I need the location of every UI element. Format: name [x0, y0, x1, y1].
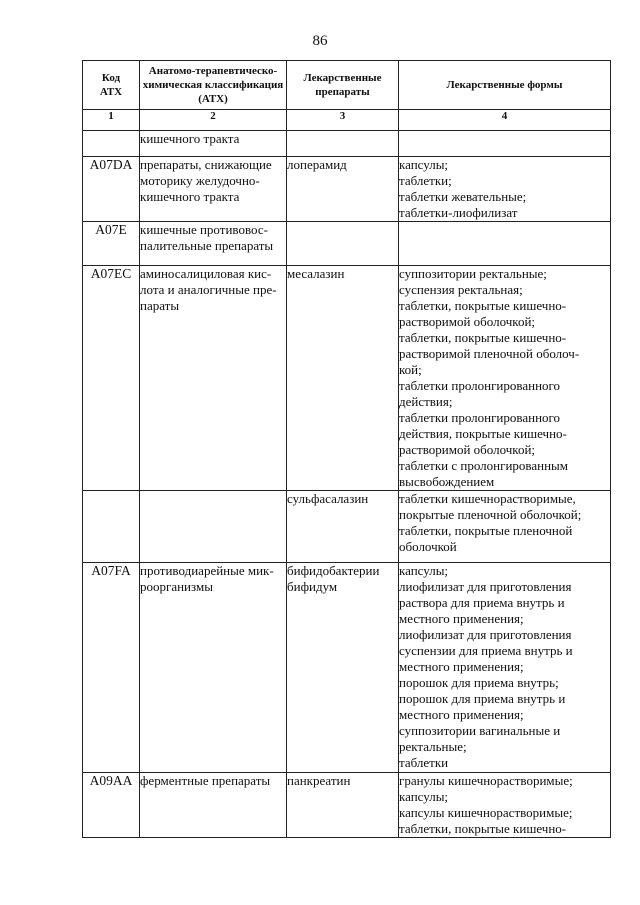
- classification-line: кишечного тракта: [140, 131, 240, 146]
- forms-line: местного применения;: [399, 659, 524, 674]
- forms-line: таблетки, покрытые кишечно-: [399, 821, 567, 836]
- atx-code-cell: A07DA: [83, 157, 140, 222]
- atx-code-cell: A07E: [83, 222, 140, 266]
- forms-line: капсулы;: [399, 157, 449, 172]
- forms-line: таблетки-лиофилизат: [399, 205, 518, 220]
- forms-line: растворимой оболочкой;: [399, 442, 536, 457]
- atx-code-cell: A09AA: [83, 773, 140, 838]
- atx-code-cell: [83, 491, 140, 563]
- forms-line: кой;: [399, 362, 422, 377]
- header-row: [83, 61, 611, 110]
- header-classification: Анатомо-терапевтическо- химическая классификация (АТХ): [140, 61, 287, 110]
- classification-line: кишечного тракта: [140, 189, 240, 204]
- forms-line: суспензия ректальная;: [399, 282, 523, 297]
- header-drugs: Лекарственные препараты: [287, 61, 399, 110]
- table-row: [83, 491, 611, 563]
- forms-line: таблетки, покрытые кишечно-: [399, 330, 567, 345]
- drug-line: месалазин: [287, 266, 345, 281]
- forms-line: раствора для приема внутрь и: [399, 595, 565, 610]
- forms-line: капсулы кишечнорастворимые;: [399, 805, 573, 820]
- classification-cell: [140, 131, 287, 157]
- table-row: [83, 563, 611, 773]
- atx-code-cell: [83, 131, 140, 157]
- forms-line: порошок для приема внутрь и: [399, 691, 566, 706]
- forms-line: капсулы;: [399, 563, 449, 578]
- forms-line: таблетки, покрытые кишечно-: [399, 298, 567, 313]
- drug-line: сульфасалазин: [287, 491, 369, 506]
- forms-cell: [399, 563, 611, 773]
- classification-line: ферментные препараты: [140, 773, 271, 788]
- forms-line: таблетки с пролонгированным: [399, 458, 569, 473]
- forms-line: действия;: [399, 394, 453, 409]
- forms-line: гранулы кишечнорастворимые;: [399, 773, 573, 788]
- classification-cell: [140, 563, 287, 773]
- forms-line: лиофилизат для приготовления: [399, 579, 572, 594]
- drug-cell: [287, 131, 399, 157]
- forms-line: местного применения;: [399, 707, 524, 722]
- forms-line: лиофилизат для приготовления: [399, 627, 572, 642]
- forms-line: таблетки, покрытые пленочной: [399, 523, 573, 538]
- atx-code-cell: A07FA: [83, 563, 140, 773]
- forms-cell: [399, 131, 611, 157]
- classification-line: противодиарейные мик-: [140, 563, 274, 578]
- classification-line: кишечные противовос-: [140, 222, 268, 237]
- forms-line: действия, покрытые кишечно-: [399, 426, 567, 441]
- forms-line: таблетки: [399, 755, 449, 770]
- classification-cell: [140, 157, 287, 222]
- forms-line: покрытые пленочной оболочкой;: [399, 507, 582, 522]
- table-row: [83, 266, 611, 491]
- classification-cell: [140, 266, 287, 491]
- forms-line: таблетки;: [399, 173, 452, 188]
- column-number: 2: [140, 110, 287, 131]
- drug-cell: [287, 491, 399, 563]
- forms-line: растворимой оболочкой;: [399, 314, 536, 329]
- header-code: Код АТХ: [83, 61, 140, 110]
- column-number-row: [83, 110, 611, 131]
- column-number: 1: [83, 110, 140, 131]
- forms-cell: [399, 266, 611, 491]
- classification-line: палительные препараты: [140, 238, 274, 253]
- drug-cell: [287, 157, 399, 222]
- column-number: 4: [399, 110, 611, 131]
- forms-line: ректальные;: [399, 739, 467, 754]
- classification-cell: [140, 222, 287, 266]
- forms-line: оболочкой: [399, 539, 457, 554]
- classification-line: роорганизмы: [140, 579, 213, 594]
- atx-classification-table: [82, 60, 611, 838]
- table-row: [83, 157, 611, 222]
- forms-line: суппозитории вагинальные и: [399, 723, 561, 738]
- atx-code-cell: A07EC: [83, 266, 140, 491]
- drug-line: бифидобактерии: [287, 563, 380, 578]
- forms-line: порошок для приема внутрь;: [399, 675, 559, 690]
- forms-line: суппозитории ректальные;: [399, 266, 547, 281]
- column-number: 3: [287, 110, 399, 131]
- page-number: 86: [312, 33, 328, 49]
- forms-line: таблетки пролонгированного: [399, 378, 561, 393]
- header-forms: Лекарственные формы: [399, 61, 611, 110]
- table-row: [83, 222, 611, 266]
- forms-cell: [399, 491, 611, 563]
- drug-line: панкреатин: [287, 773, 351, 788]
- classification-line: параты: [140, 298, 180, 313]
- forms-cell: [399, 222, 611, 266]
- drug-cell: [287, 563, 399, 773]
- forms-line: суспензии для приема внутрь и: [399, 643, 573, 658]
- table-row: [83, 773, 611, 838]
- drug-line: лоперамид: [287, 157, 347, 172]
- drug-cell: [287, 773, 399, 838]
- classification-line: аминосалициловая кис-: [140, 266, 272, 281]
- classification-cell: [140, 491, 287, 563]
- classification-line: лота и аналогичные пре-: [140, 282, 277, 297]
- forms-line: капсулы;: [399, 789, 449, 804]
- forms-cell: [399, 773, 611, 838]
- forms-line: высвобождением: [399, 474, 495, 489]
- drug-cell: [287, 266, 399, 491]
- forms-line: таблетки жевательные;: [399, 189, 527, 204]
- classification-line: моторику желудочно-: [140, 173, 260, 188]
- forms-line: местного применения;: [399, 611, 524, 626]
- drug-cell: [287, 222, 399, 266]
- forms-line: таблетки кишечнорастворимые,: [399, 491, 576, 506]
- classification-cell: [140, 773, 287, 838]
- classification-line: препараты, снижающие: [140, 157, 272, 172]
- drug-line: бифидум: [287, 579, 338, 594]
- table-body: [83, 131, 611, 838]
- forms-line: растворимой пленочной оболоч-: [399, 346, 580, 361]
- table-row: [83, 131, 611, 157]
- forms-cell: [399, 157, 611, 222]
- forms-line: таблетки пролонгированного: [399, 410, 561, 425]
